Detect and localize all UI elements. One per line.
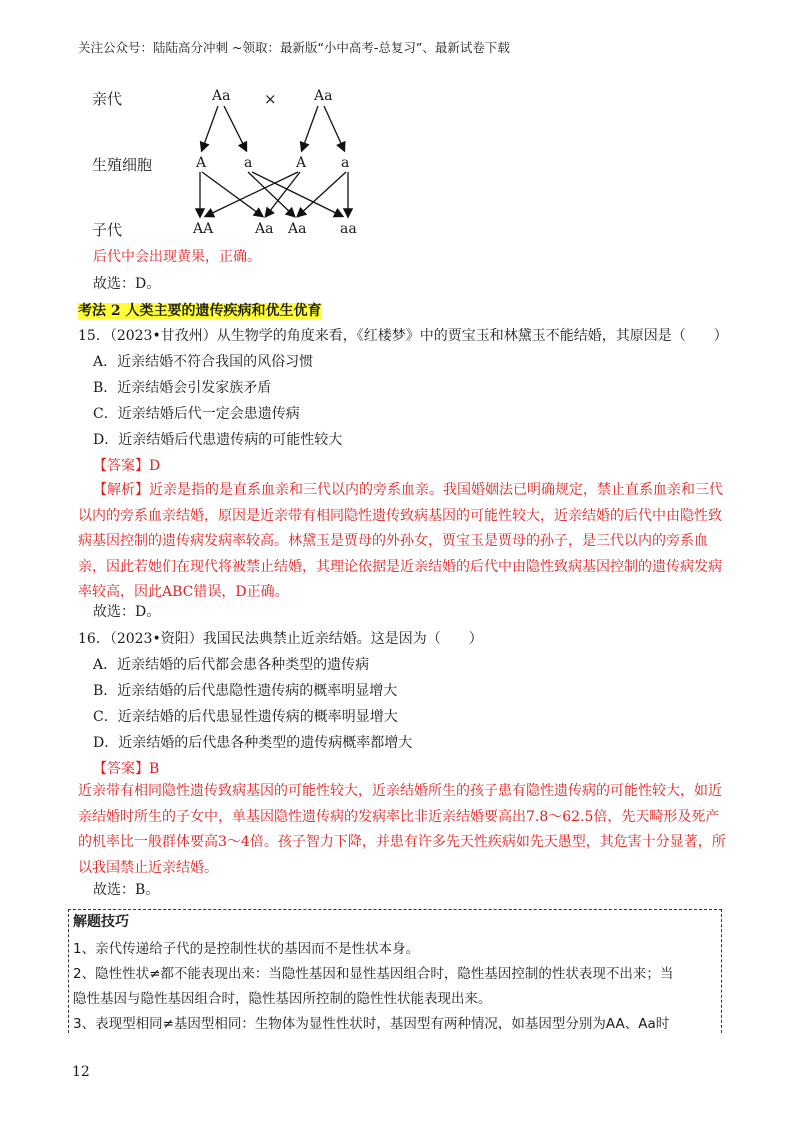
q15-answer-value: D <box>149 458 161 474</box>
parent-genotype-1: Aa <box>212 88 231 104</box>
row-label-offspring: 子代 <box>92 221 123 239</box>
gamete-1: A <box>196 155 207 171</box>
q16-stem: 16．（2023•资阳）我国民法典禁止近亲结婚。这是因为（ ） <box>78 631 483 647</box>
q15-answer <box>93 457 160 475</box>
row-label-parents: 亲代 <box>92 90 123 108</box>
q16-answer <box>93 760 159 778</box>
q16-answer-value: B <box>149 761 160 777</box>
page-header: 关注公众号：陆陆高分冲刺 ~领取：最新版“小中高考-总复习”、最新试卷下载 <box>78 40 510 55</box>
tips-item-3: 隐性基因与隐性基因组合时，隐性基因所控制的隐性性状能表现出来。 <box>73 991 492 1007</box>
row-label-gametes: 生殖细胞 <box>92 156 153 174</box>
page-number: 12 <box>72 1064 90 1080</box>
q16-option-d: D．近亲结婚的后代患各种类型的遗传病概率都增大 <box>93 735 413 751</box>
cross-arrows <box>0 0 800 260</box>
offspring-4: aa <box>340 221 357 237</box>
q16-analysis: 近亲带有相同隐性遗传致病基因的可能性较大，近亲结婚所生的孩子患有隐性遗传病的可能性较大，如近亲结婚时所生的子女中，单基因隐性遗传病的发病率比非近亲结婚要高出7.8～62.5倍，先天畸形及死产的机率比一般群体要高3～4倍。孩子智力下降，并患有许多先天性疾病如先天愚型，其危害十分显著，所以我国禁止近亲结婚。 <box>78 783 726 876</box>
arrow-p1-g1 <box>202 106 218 150</box>
q15-analysis-tag: 【解析】 <box>93 482 149 498</box>
q15-option-a: A．近亲结婚不符合我国的风俗习惯 <box>93 354 314 370</box>
arrow-p2-g3 <box>302 106 318 150</box>
q16-option-a: A．近亲结婚的后代都会患各种类型的遗传病 <box>93 657 370 673</box>
q16-option-b: B．近亲结婚的后代患隐性遗传病的概率明显增大 <box>93 683 398 699</box>
q15-analysis <box>78 478 728 606</box>
arrow-g4-o3 <box>298 172 346 216</box>
gamete-2: a <box>244 155 253 171</box>
q16-answer-tag: 【答案】 <box>93 761 149 777</box>
section-title: 考法 2 人类主要的遗传疾病和优生优育 <box>78 303 322 319</box>
q15-option-d: D．近亲结婚后代患遗传病的可能性较大 <box>93 432 343 448</box>
arrow-p2-g4 <box>324 106 344 150</box>
q15-stem: 15．（2023•甘孜州）从生物学的角度来看，《红楼梦》中的贾宝玉和林黛玉不能结婚，其原因是（ ） <box>78 328 728 344</box>
tips-item-2: 2、隐性性状≠都不能表现出来：当隐性基因和显性基因组合时，隐性基因控制的性状表现不出来；当 <box>73 966 674 982</box>
tips-item-4: 3、表现型相同≠基因型相同：生物体为显性性状时，基因型有两种情况，如基因型分别为AA、Aa时 <box>73 1016 670 1032</box>
parent-genotype-2: Aa <box>314 88 333 104</box>
q15-option-b: B．近亲结婚会引发家族矛盾 <box>93 380 272 396</box>
offspring-1: AA <box>193 221 214 237</box>
q15-option-c: C．近亲结婚后代一定会患遗传病 <box>93 406 300 422</box>
q16-choose: 故选：B。 <box>93 882 160 898</box>
q16-option-c: C．近亲结婚的后代患显性遗传病的概率明显增大 <box>93 709 398 725</box>
cross-symbol: × <box>264 90 277 108</box>
gamete-4: a <box>341 155 350 171</box>
tips-title: 解题技巧 <box>73 914 129 930</box>
gamete-3: A <box>296 155 307 171</box>
q15-analysis-text: 近亲是指的是直系血亲和三代以内的旁系血亲。我国婚姻法已明确规定，禁止直系血亲和三代以内的旁系血亲结婚，原因是近亲带有相同隐性遗传致病基因的可能性较大，近亲结婚的后代中由隐性致病基因控制的遗传病发病率较高。林黛玉是贾母的外孙女，贾宝玉是贾母的孙子，是三代以内的旁系血亲，因此若她们在现代将被禁止结婚，其理论依据是近亲结婚的后代中由隐性致病基因控制的遗传病发病率较高，因此ABC错误，D正确。 <box>78 482 723 600</box>
arrow-g2-o4 <box>252 172 342 216</box>
tips-item-1: 1、亲代传递给子代的是控制性状的基因而不是性状本身。 <box>73 941 420 957</box>
arrow-p1-g2 <box>224 106 246 150</box>
q15-answer-tag: 【答案】 <box>93 458 149 474</box>
prev-choose: 故选：D。 <box>93 276 161 292</box>
offspring-2: Aa <box>255 221 274 237</box>
prev-conclusion: 后代中会出现黄果，正确。 <box>93 249 261 265</box>
q15-choose: 故选：D。 <box>93 604 161 620</box>
section-heading <box>78 300 322 320</box>
offspring-3: Aa <box>288 221 307 237</box>
